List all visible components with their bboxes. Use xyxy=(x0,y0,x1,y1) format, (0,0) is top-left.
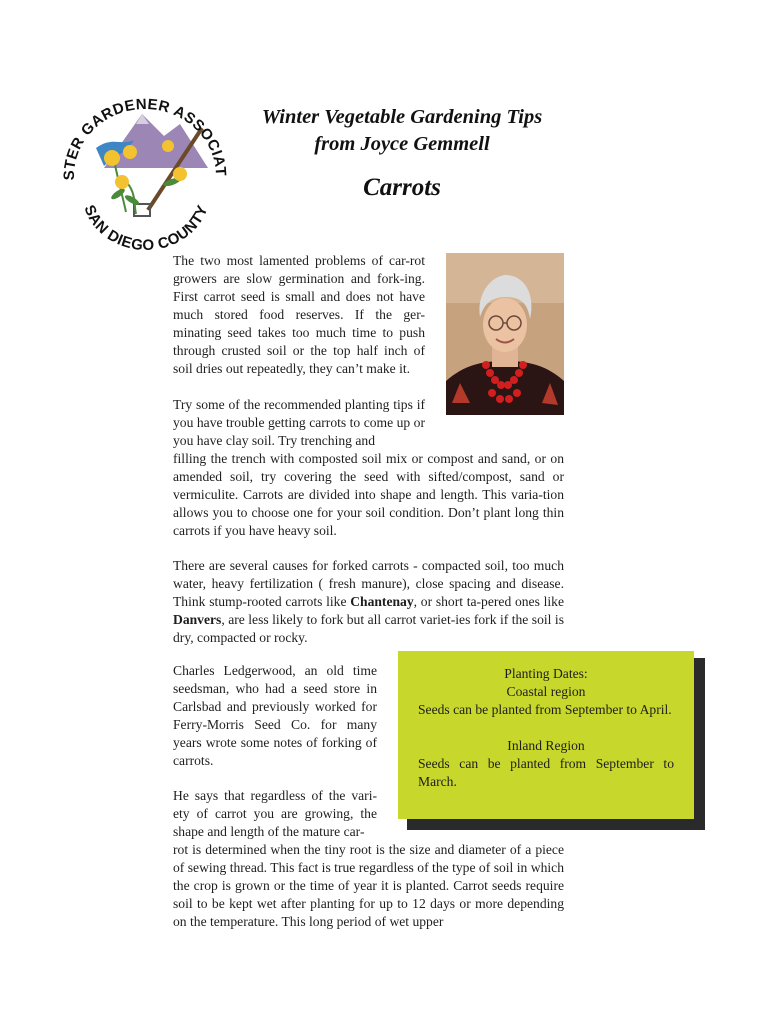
planting-dates-callout xyxy=(398,651,694,819)
logo-emblem-icon xyxy=(52,84,238,252)
portrait-image xyxy=(446,253,564,415)
poppy-flower xyxy=(173,167,187,181)
paragraph-2-continued-text: filling the trench with composted soil mix or compost and sand, or on amended soil, try covering the seed with sifted/compost, sand or vermiculite. Carrots are divided into shape and length. This varia-tion allows you to choose one for your soil condition. Don’t plant long thin carrots if you have heavy soil. xyxy=(173,451,564,538)
paragraph-2-start xyxy=(173,396,425,450)
poppy-flower xyxy=(162,140,174,152)
logo-top-text: STER GARDENER ASSOCIAT xyxy=(60,95,230,181)
paragraph-3 xyxy=(173,557,564,647)
poppy-flower xyxy=(104,150,120,166)
hoe-blade xyxy=(134,204,150,216)
master-gardener-logo xyxy=(52,84,238,252)
paragraph-5-continued-text: rot is determined when the tiny root is the size and diameter of a piece of sewing thread. This fact is true regardless of the type of soil in which the crop is grown or the time of year it is planted. Carrot seeds require soil to be kept wet after planting for up to 12 days or more depending on the temperature. This long period of wet upper xyxy=(173,842,564,929)
paragraph-3-text xyxy=(173,557,564,647)
coastal-region-label: Coastal region xyxy=(506,684,586,699)
paragraph-4-text: Charles Ledgerwood, an old time seedsman, who had a seed store in Carlsbad and previously worked for Ferry-Morris Seed Co. for many years wrote some notes of forking of carrots. xyxy=(173,663,377,768)
header-line-1: Winter Vegetable Gardening Tips xyxy=(261,106,543,128)
paragraph-5-continued xyxy=(173,841,564,931)
p3-part-c: , are less likely to fork but all carrot variet-ies fork if the soil is dry, compacted or rocky. xyxy=(173,612,564,645)
paragraph-4 xyxy=(173,662,377,770)
p3-part-b: , or short ta-pered ones like xyxy=(413,594,564,609)
p3-part-a: There are several causes for forked carrots - compacted soil, too much water, heavy fertilization ( fresh manure), close spacing and disease. Think stump-rooted carrots like xyxy=(173,558,564,609)
paragraph-2-text: Try some of the recommended planting tips if you have trouble getting carrots to come up or you have clay soil. Try trenching and xyxy=(173,397,425,448)
coastal-region-text: Seeds can be planted from September to April. xyxy=(418,702,672,717)
inland-region-label: Inland Region xyxy=(507,738,585,753)
poppy-flower xyxy=(123,145,137,159)
svg-text:SAN DIEGO COUNTY xyxy=(80,203,211,252)
page-title: Carrots xyxy=(363,174,441,201)
variety-chantenay: Chantenay xyxy=(350,594,414,609)
paragraph-1 xyxy=(173,252,425,378)
paragraph-2-continued xyxy=(173,450,564,540)
callout-heading: Planting Dates: xyxy=(504,666,588,681)
paragraph-5-start xyxy=(173,787,377,841)
paragraph-1-text: The two most lamented problems of car-rot growers are slow germination and fork-ing. First carrot seed is small and does not have much stored food reserves. If the ger-minating seed takes too much time to push through crusted soil or the top half inch of soil dries out repeatedly, they can’t make it. xyxy=(173,253,425,376)
author-photo xyxy=(446,253,564,415)
variety-danvers: Danvers xyxy=(173,612,222,627)
poppy-flower xyxy=(115,175,129,189)
paragraph-5-text: He says that regardless of the vari-ety of carrot you are growing, the shape and length of the mature car- xyxy=(173,788,377,839)
header-line-2: from Joyce Gemmell xyxy=(314,133,490,155)
logo-bottom-text: SAN DIEGO COUNTY xyxy=(80,202,212,252)
inland-region-text: Seeds can be planted from September to March. xyxy=(418,756,674,789)
page-header xyxy=(240,104,564,204)
